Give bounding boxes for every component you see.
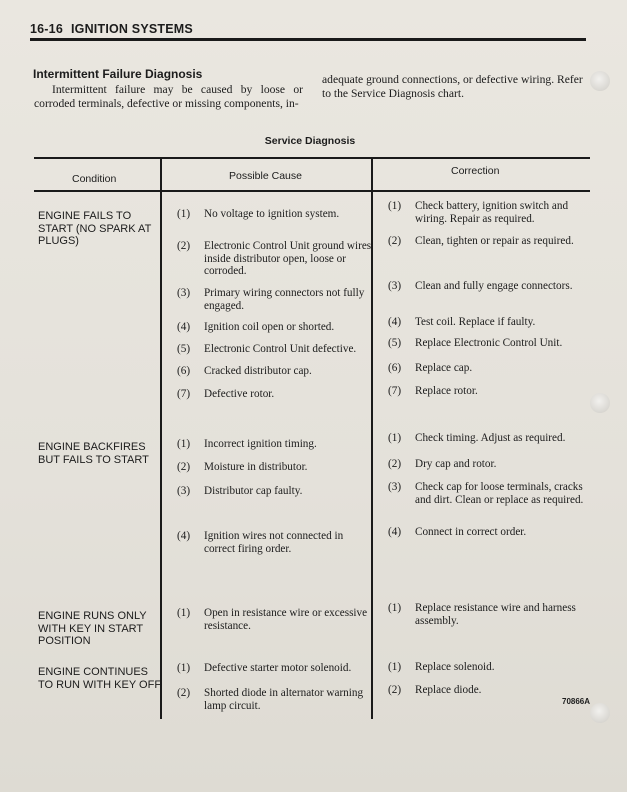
correction-item: (2) Dry cap and rotor. — [388, 458, 497, 470]
correction-item: (4) Test coil. Replace if faulty. — [388, 316, 536, 328]
table-top-rule — [34, 157, 590, 159]
condition-runs-key-off: ENGINE CONTINUES TO RUN WITH KEY OFF — [38, 666, 162, 691]
cause-item: (5) Electronic Control Unit defective. — [177, 343, 357, 355]
condition-runs-only-start: ENGINE RUNS ONLY WITH KEY IN START POSITION — [38, 610, 147, 647]
correction-item: (6) Replace cap. — [388, 362, 473, 374]
column-header-cause: Possible Cause — [229, 170, 302, 182]
cause-item: (2) Electronic Control Unit ground wires inside distributor open, loose or corroded. — [177, 240, 372, 277]
condition-fails-to-start: ENGINE FAILS TO START (NO SPARK AT PLUGS) — [38, 210, 152, 247]
cause-item: (1) No voltage to ignition system. — [177, 208, 340, 220]
service-diagnosis-title: Service Diagnosis — [264, 135, 356, 147]
column-divider-right-head — [371, 157, 373, 191]
cause-item: (4) Ignition coil open or shorted. — [177, 321, 335, 333]
section-title: IGNITION SYSTEMS — [70, 22, 193, 36]
cause-item: (6) Cracked distributor cap. — [177, 365, 312, 377]
table-header-rule — [34, 190, 590, 192]
binder-hole — [590, 393, 610, 413]
condition-backfires: ENGINE BACKFIRES BUT FAILS TO START — [38, 441, 149, 466]
correction-item: (7) Replace rotor. — [388, 385, 478, 397]
intermittent-failure-title: Intermittent Failure Diagnosis — [33, 67, 203, 81]
intro-paragraph-right: adequate ground connections, or defective wiring. Refer to the Service Diagnosis chart. — [322, 73, 583, 100]
correction-item: (2) Replace diode. — [388, 684, 482, 696]
binder-hole — [590, 71, 610, 91]
figure-number: 70866A — [562, 697, 591, 706]
column-header-condition: Condition — [72, 173, 117, 185]
column-header-correction: Correction — [451, 165, 500, 177]
correction-item: (1) Check timing. Adjust as required. — [388, 432, 566, 444]
cause-item: (2) Moisture in distributor. — [177, 461, 308, 473]
page-header — [30, 22, 193, 36]
header-rule — [30, 38, 586, 41]
correction-item: (1) Replace solenoid. — [388, 661, 495, 673]
correction-item: (3) Clean and fully engage connectors. — [388, 280, 573, 292]
cause-item: (3) Primary wiring connectors not fully engaged. — [177, 287, 365, 312]
correction-item: (1) Check battery, ignition switch and wiring. Repair as required. — [388, 200, 569, 225]
intro-text-left: Intermittent failure may be caused by loose or corroded terminals, defective or missing components, in- — [34, 83, 303, 110]
correction-item: (1) Replace resistance wire and harness assembly. — [388, 602, 576, 627]
correction-item: (5) Replace Electronic Control Unit. — [388, 337, 563, 349]
cause-item: (4) Ignition wires not connected in correct firing order. — [177, 530, 344, 555]
cause-item: (3) Distributor cap faulty. — [177, 485, 303, 497]
column-divider-left-head — [160, 157, 162, 191]
cause-item: (1) Defective starter motor solenoid. — [177, 662, 352, 674]
cause-item: (1) Incorrect ignition timing. — [177, 438, 317, 450]
correction-item: (3) Check cap for loose terminals, cracks and dirt. Clean or replace as required. — [388, 481, 584, 506]
correction-item: (4) Connect in correct order. — [388, 526, 527, 538]
binder-hole — [590, 703, 610, 723]
cause-item: (7) Defective rotor. — [177, 388, 275, 400]
cause-item: (1) Open in resistance wire or excessive resistance. — [177, 607, 368, 632]
correction-item: (2) Clean, tighten or repair as required. — [388, 235, 574, 247]
page-number: 16-16 — [30, 22, 63, 36]
intro-paragraph-left — [34, 83, 303, 110]
cause-item: (2) Shorted diode in alternator warning lamp circuit. — [177, 687, 364, 712]
